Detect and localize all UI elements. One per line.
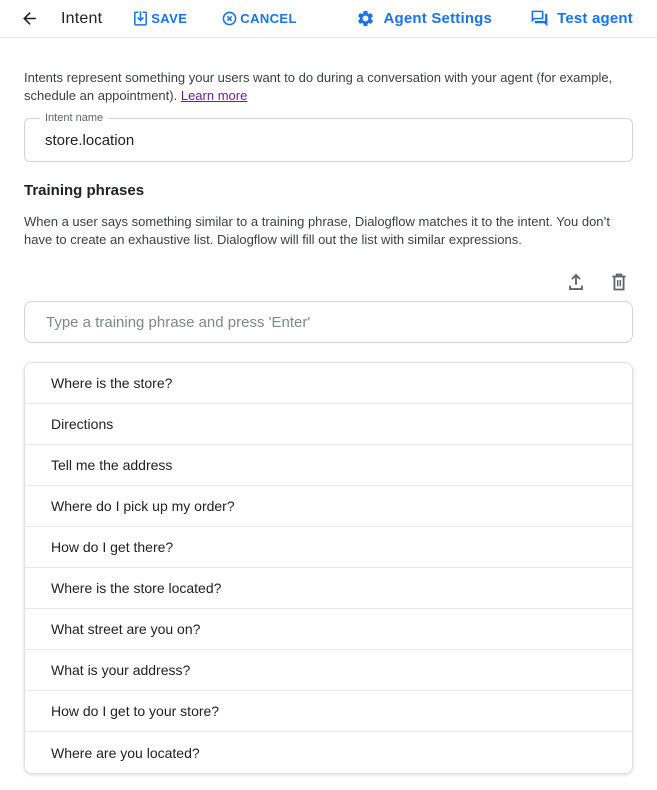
- intent-description: [24, 69, 633, 105]
- gear-icon: [356, 9, 375, 28]
- save-icon: [132, 10, 149, 27]
- intent-description-text: Intents represent something your users want to do during a conversation with your agent (for example, schedule an appointment).: [24, 70, 613, 103]
- cancel-icon: [221, 10, 238, 27]
- test-agent-label: Test agent: [557, 10, 633, 27]
- phrase-actions-bar: [24, 270, 633, 294]
- toolbar: [0, 0, 657, 38]
- training-phrase-row[interactable]: [25, 568, 632, 609]
- save-button[interactable]: [132, 10, 187, 27]
- cancel-button-label: CANCEL: [240, 11, 297, 26]
- delete-phrases-button[interactable]: [607, 270, 631, 294]
- back-button[interactable]: [20, 9, 39, 28]
- save-button-label: SAVE: [151, 11, 188, 26]
- chat-bubbles-icon: [530, 9, 549, 28]
- training-phrase-row[interactable]: [25, 609, 632, 650]
- training-phrase-text: What street are you on?: [51, 621, 201, 637]
- content-area: [0, 69, 657, 774]
- trash-icon: [608, 271, 630, 293]
- training-phrase-input[interactable]: [24, 301, 633, 343]
- learn-more-link[interactable]: Learn more: [180, 88, 248, 103]
- test-agent-button[interactable]: [530, 9, 633, 28]
- training-phrase-row[interactable]: [25, 650, 632, 691]
- upload-icon: [565, 271, 587, 293]
- intent-name-label: Intent name: [40, 112, 108, 125]
- training-phrase-row[interactable]: [25, 445, 632, 486]
- training-phrase-row[interactable]: [25, 691, 632, 732]
- training-phrase-text: How do I get there?: [51, 539, 174, 555]
- intent-name-field: [24, 112, 633, 162]
- training-phrase-text: Directions: [51, 416, 114, 432]
- upload-phrases-button[interactable]: [564, 270, 588, 294]
- back-arrow-icon: [20, 9, 39, 28]
- training-phrases-description: When a user says something similar to a training phrase, Dialogflow matches it to the intent. You don’t have to create an exhaustive list. Dialogflow will fill out the list with similar expressions.: [24, 214, 611, 247]
- agent-settings-label: Agent Settings: [383, 10, 493, 27]
- cancel-button[interactable]: [221, 10, 297, 27]
- training-phrase-text: How do I get to your store?: [51, 703, 220, 719]
- training-phrase-text: Where do I pick up my order?: [51, 498, 235, 514]
- training-phrase-row[interactable]: [25, 486, 632, 527]
- training-phrase-row[interactable]: [25, 732, 632, 773]
- training-phrase-row[interactable]: [25, 363, 632, 404]
- training-phrase-text: Where is the store?: [51, 375, 173, 391]
- training-phrase-row[interactable]: [25, 404, 632, 445]
- training-phrase-list: [24, 362, 633, 774]
- training-phrase-row[interactable]: [25, 527, 632, 568]
- page-title: Intent: [61, 9, 103, 27]
- agent-settings-button[interactable]: [356, 9, 492, 28]
- training-phrase-text: Where is the store located?: [51, 580, 222, 596]
- training-phrase-text: What is your address?: [51, 662, 191, 678]
- training-phrase-text: Tell me the address: [51, 457, 173, 473]
- intent-name-input[interactable]: [25, 132, 632, 149]
- training-phrase-text: Where are you located?: [51, 744, 200, 761]
- training-phrases-heading: Training phrases: [24, 182, 145, 199]
